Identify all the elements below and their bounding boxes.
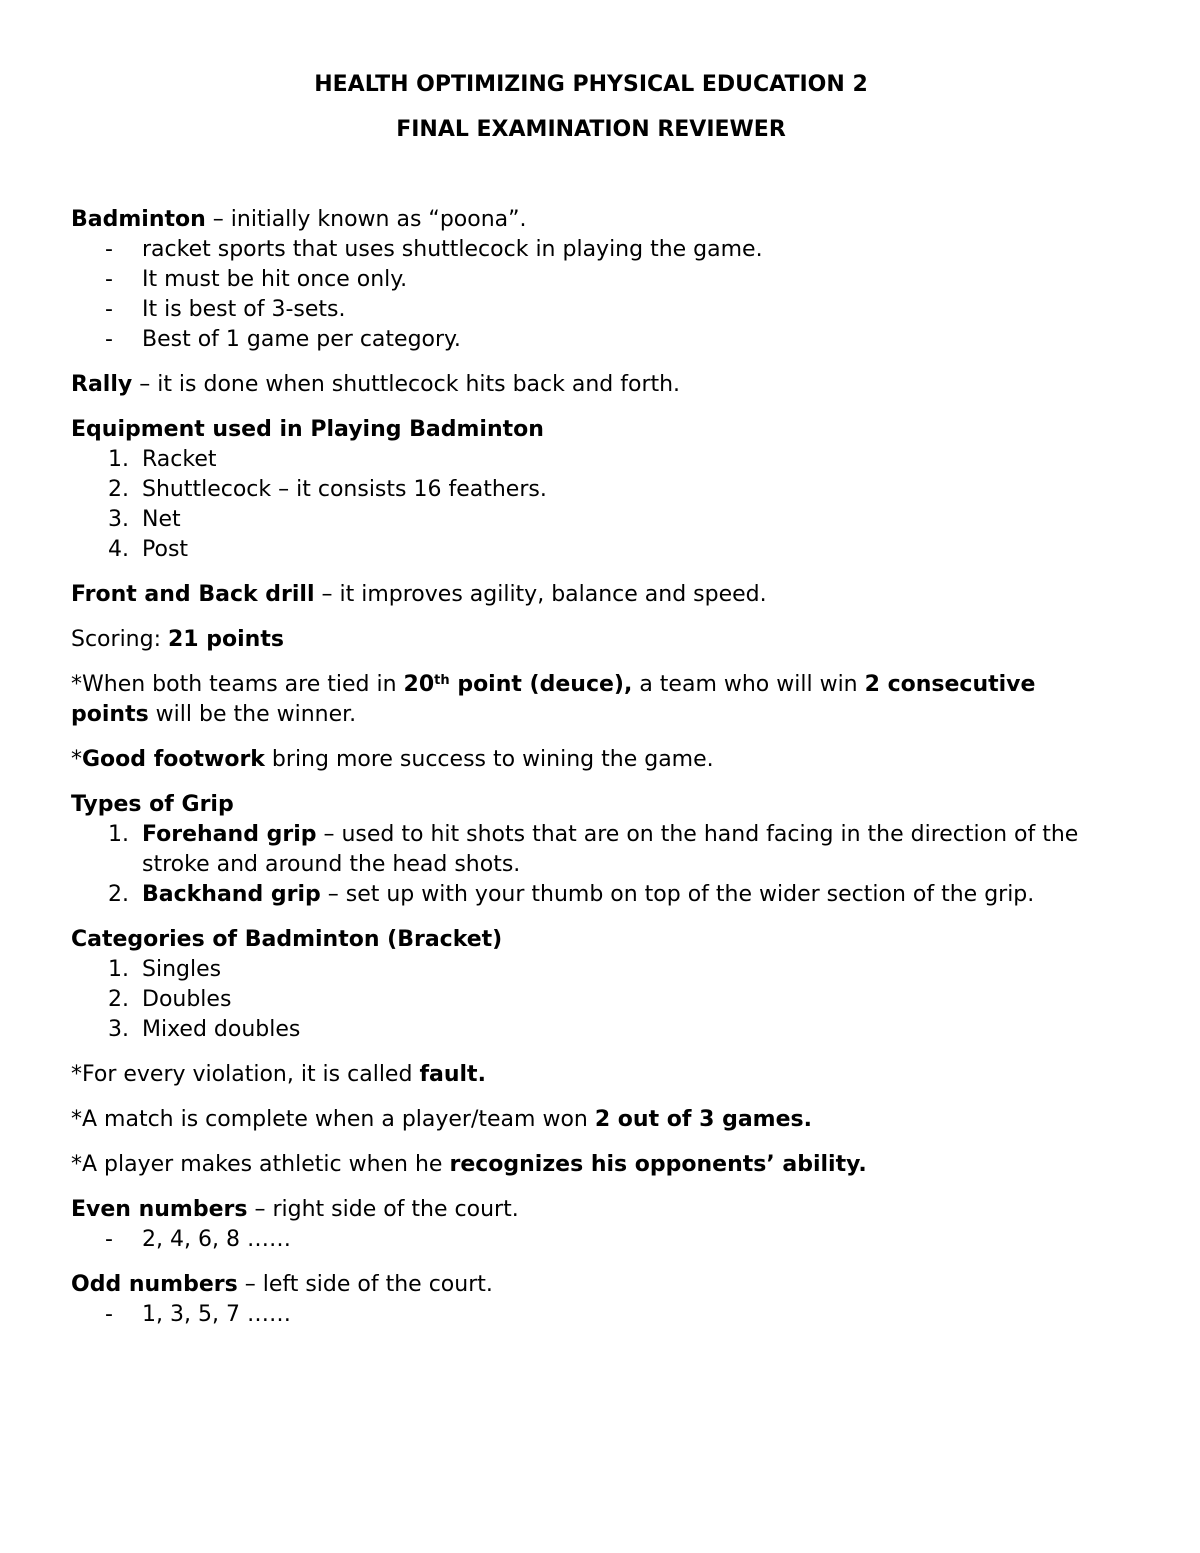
- even-numbers-list: [71, 1225, 1111, 1255]
- deuce-consecutive-points: 2 consecutive points: [71, 672, 1036, 727]
- grip-heading-text: Types of Grip: [71, 792, 234, 817]
- list-item-text: 1, 3, 5, 7 ……: [142, 1302, 291, 1327]
- list-item-text: Singles: [142, 957, 222, 982]
- deuce-text: a team who will win: [632, 672, 865, 697]
- odd-numbers-definition: [71, 1270, 1111, 1300]
- fault-text: *For every violation, it is called: [71, 1062, 420, 1087]
- list-item-text: 2, 4, 6, 8 ……: [142, 1227, 291, 1252]
- deuce-note: [71, 670, 1111, 730]
- categories-heading: [71, 925, 1111, 955]
- rally-term: Rally: [71, 372, 133, 397]
- list-item: 1. Racket: [108, 447, 217, 472]
- list-item: - 2, 4, 6, 8 ……: [105, 1227, 291, 1252]
- odd-numbers-list: [71, 1300, 1111, 1330]
- document-title: HEALTH OPTIMIZING PHYSICAL EDUCATION 2: [314, 72, 868, 97]
- list-item: - racket sports that uses shuttlecock in playing the game.: [105, 237, 763, 262]
- list-item: 1. Singles: [108, 957, 222, 982]
- list-item-text: Shuttlecock – it consists 16 feathers.: [142, 477, 547, 502]
- even-numbers-definition: [71, 1195, 1111, 1225]
- footwork-note: [71, 745, 1111, 775]
- scoring-label: Scoring:: [71, 627, 168, 652]
- list-item: - Best of 1 game per category.: [105, 327, 461, 352]
- list-item-text: Post: [142, 537, 189, 562]
- list-item: 3. Net: [108, 507, 181, 532]
- athletic-term: recognizes his opponents’ ability.: [449, 1152, 867, 1177]
- list-item-text: Mixed doubles: [142, 1017, 301, 1042]
- badminton-definition-text: – initially known as “poona”.: [205, 207, 527, 232]
- badminton-definition: [71, 205, 1111, 235]
- match-term: 2 out of 3 games.: [594, 1107, 812, 1132]
- scoring-value: 21 points: [168, 627, 284, 652]
- rally-definition-text: – it is done when shuttlecock hits back and forth.: [132, 372, 681, 397]
- list-item-text: Racket: [142, 447, 217, 472]
- grip-text: – used to hit shots that are on the hand facing in the direction of the stroke and around the head shots.: [142, 822, 1079, 877]
- fault-note: [71, 1060, 1111, 1090]
- footwork-prefix: *: [71, 747, 82, 772]
- deuce-text: will be the winner.: [148, 702, 357, 727]
- list-item: 2. Backhand grip – set up with your thumb on top of the wider section of the grip.: [108, 882, 1035, 907]
- rally-definition: [71, 370, 1111, 400]
- list-item-text: racket sports that uses shuttlecock in playing the game.: [142, 237, 763, 262]
- odd-definition-text: – left side of the court.: [237, 1272, 493, 1297]
- document-body: [71, 70, 1111, 1330]
- even-term: Even numbers: [71, 1197, 248, 1222]
- footwork-term: Good footwork: [82, 747, 265, 772]
- list-item: 3. Mixed doubles: [108, 1017, 301, 1042]
- match-text: *A match is complete when a player/team won: [71, 1107, 595, 1132]
- categories-heading-text: Categories of Badminton (Bracket): [71, 927, 503, 952]
- deuce-point-label: point (deuce),: [449, 672, 633, 697]
- list-item: 2. Doubles: [108, 987, 232, 1012]
- grip-term: Backhand grip: [142, 882, 321, 907]
- list-item: 1. Forehand grip – used to hit shots that are on the hand facing in the direction of the stroke and around the head shots.: [108, 822, 1079, 877]
- list-item-text: Best of 1 game per category.: [142, 327, 461, 352]
- equipment-list: [71, 445, 1111, 565]
- drill-term: Front and Back drill: [71, 582, 315, 607]
- list-item-text: It is best of 3-sets.: [142, 297, 346, 322]
- list-item-text: Net: [142, 507, 181, 532]
- drill-definition: [71, 580, 1111, 610]
- grip-list: [71, 820, 1111, 910]
- athletic-text: *A player makes athletic when he: [71, 1152, 450, 1177]
- odd-term: Odd numbers: [71, 1272, 238, 1297]
- even-definition-text: – right side of the court.: [247, 1197, 519, 1222]
- fault-term: fault.: [419, 1062, 486, 1087]
- equipment-heading: [71, 415, 1111, 445]
- grip-heading: [71, 790, 1111, 820]
- badminton-term: Badminton: [71, 207, 206, 232]
- list-item: - It is best of 3-sets.: [105, 297, 346, 322]
- footwork-text: bring more success to wining the game.: [264, 747, 714, 772]
- list-item: 4. Post: [108, 537, 189, 562]
- document-subtitle: FINAL EXAMINATION REVIEWER: [396, 117, 786, 142]
- deuce-point-number: 20: [403, 672, 435, 697]
- equipment-heading-text: Equipment used in Playing Badminton: [71, 417, 544, 442]
- athletic-note: [71, 1150, 1111, 1180]
- list-item: 2. Shuttlecock – it consists 16 feathers.: [108, 477, 547, 502]
- scoring-line: [71, 625, 1111, 655]
- list-item-text: Doubles: [142, 987, 232, 1012]
- list-item-text: It must be hit once only.: [142, 267, 408, 292]
- badminton-bullet-list: [71, 235, 1111, 355]
- deuce-superscript: th: [434, 673, 450, 688]
- categories-list: [71, 955, 1111, 1045]
- grip-text: – set up with your thumb on top of the wider section of the grip.: [320, 882, 1035, 907]
- grip-term: Forehand grip: [142, 822, 317, 847]
- match-note: [71, 1105, 1111, 1135]
- drill-definition-text: – it improves agility, balance and speed.: [314, 582, 767, 607]
- list-item: - It must be hit once only.: [105, 267, 408, 292]
- deuce-text: *When both teams are tied in: [71, 672, 404, 697]
- list-item: - 1, 3, 5, 7 ……: [105, 1302, 291, 1327]
